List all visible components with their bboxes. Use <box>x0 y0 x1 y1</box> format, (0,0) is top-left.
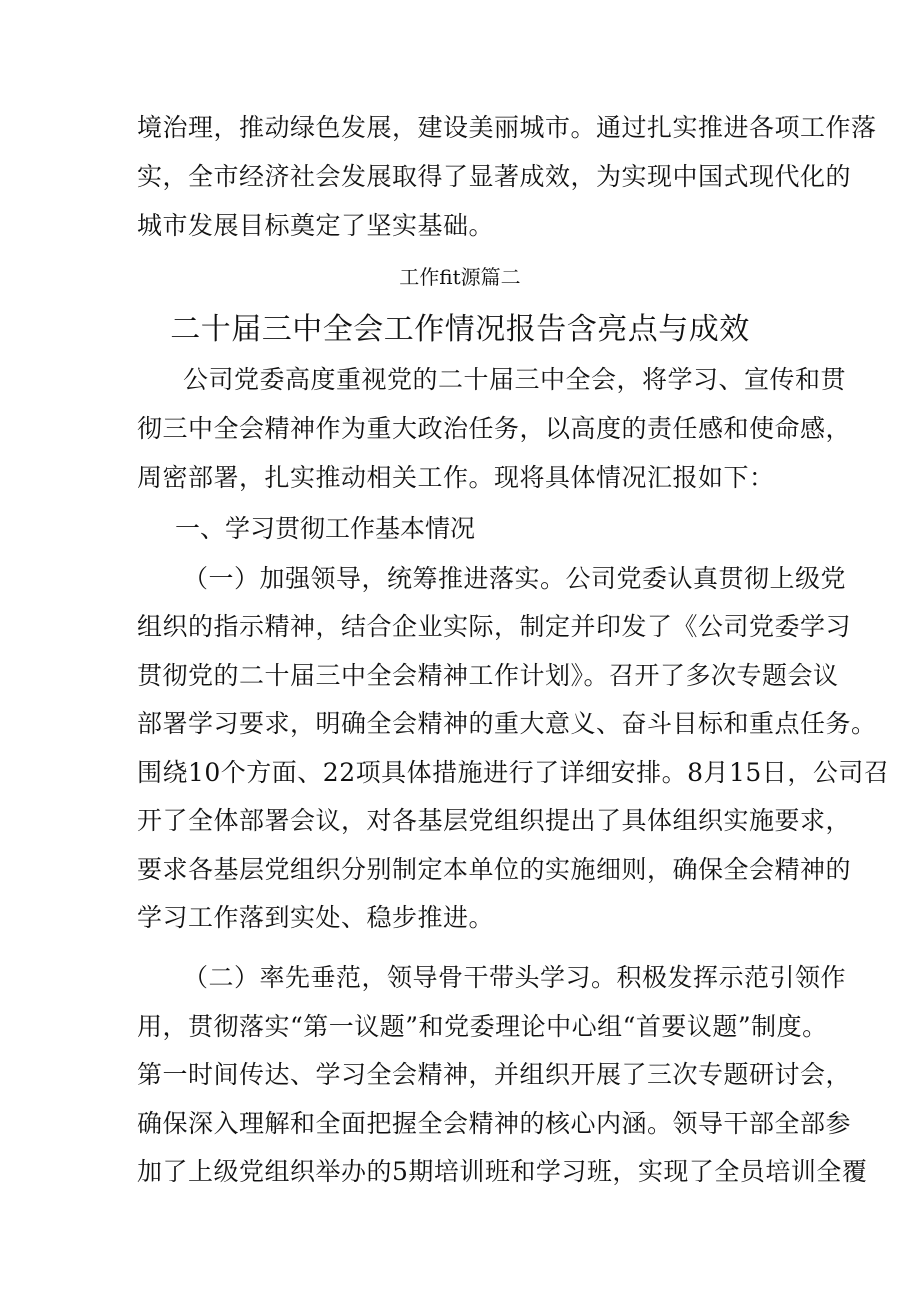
continuation-line: 城市发展目标奠定了坚实基础。 <box>137 211 495 240</box>
paragraph-line: 围绕10个方面、22项具体措施进行了详细安排。8月15日，公司召 <box>137 758 890 787</box>
paragraph-line: 贯彻党的二十届三中全会精神工作计划》。召开了多次专题会议 <box>137 661 839 690</box>
intro-line: 公司党委高度重视党的二十届三中全会，将学习、宣传和贯 <box>183 365 847 394</box>
paragraph-line: 要求各基层党组织分别制定本单位的实施细则，确保全会精神的 <box>137 855 852 884</box>
document-title: 二十届三中全会工作情况报告含亮点与成效 <box>170 312 750 347</box>
section-label: 工作fit源篇二 <box>399 265 521 289</box>
paragraph-line: 部署学习要求，明确全会精神的重大意义、奋斗目标和重点任务。 <box>137 709 877 738</box>
paragraph-line: （二）率先垂范，领导骨干带头学习。积极发挥示范引领作 <box>183 963 847 992</box>
continuation-line: 境治理，推动绿色发展，建设美丽城市。通过扎实推进各项工作落 <box>137 113 877 142</box>
paragraph-line: （一）加强领导，统筹推进落实。公司党委认真贯彻上级党 <box>183 564 847 593</box>
paragraph-line: 组织的指示精神，结合企业实际，制定并印发了《公司党委学习 <box>137 612 852 641</box>
paragraph-line: 确保深入理解和全面把握全会精神的核心内涵。领导干部全部参 <box>137 1109 852 1138</box>
paragraph-line: 加了上级党组织举办的5期培训班和学习班，实现了全员培训全覆 <box>137 1157 868 1186</box>
continuation-line: 实，全市经济社会发展取得了显著成效，为实现中国式现代化的 <box>137 162 852 191</box>
intro-line: 周密部署，扎实推动相关工作。现将具体情况汇报如下： <box>137 463 775 492</box>
section-heading: 一、学习贯彻工作基本情况 <box>175 514 476 543</box>
paragraph-line: 开了全体部署会议，对各基层党组织提出了具体组织实施要求， <box>137 806 852 835</box>
paragraph-line: 学习工作落到实处、稳步推进。 <box>137 903 495 932</box>
paragraph-line: 第一时间传达、学习全会精神，并组织开展了三次专题研讨会， <box>137 1060 852 1089</box>
paragraph-line: 用，贯彻落实“第一议题”和党委理论中心组“首要议题”制度。 <box>137 1012 828 1041</box>
intro-line: 彻三中全会精神作为重大政治任务，以高度的责任感和使命感， <box>137 414 852 443</box>
